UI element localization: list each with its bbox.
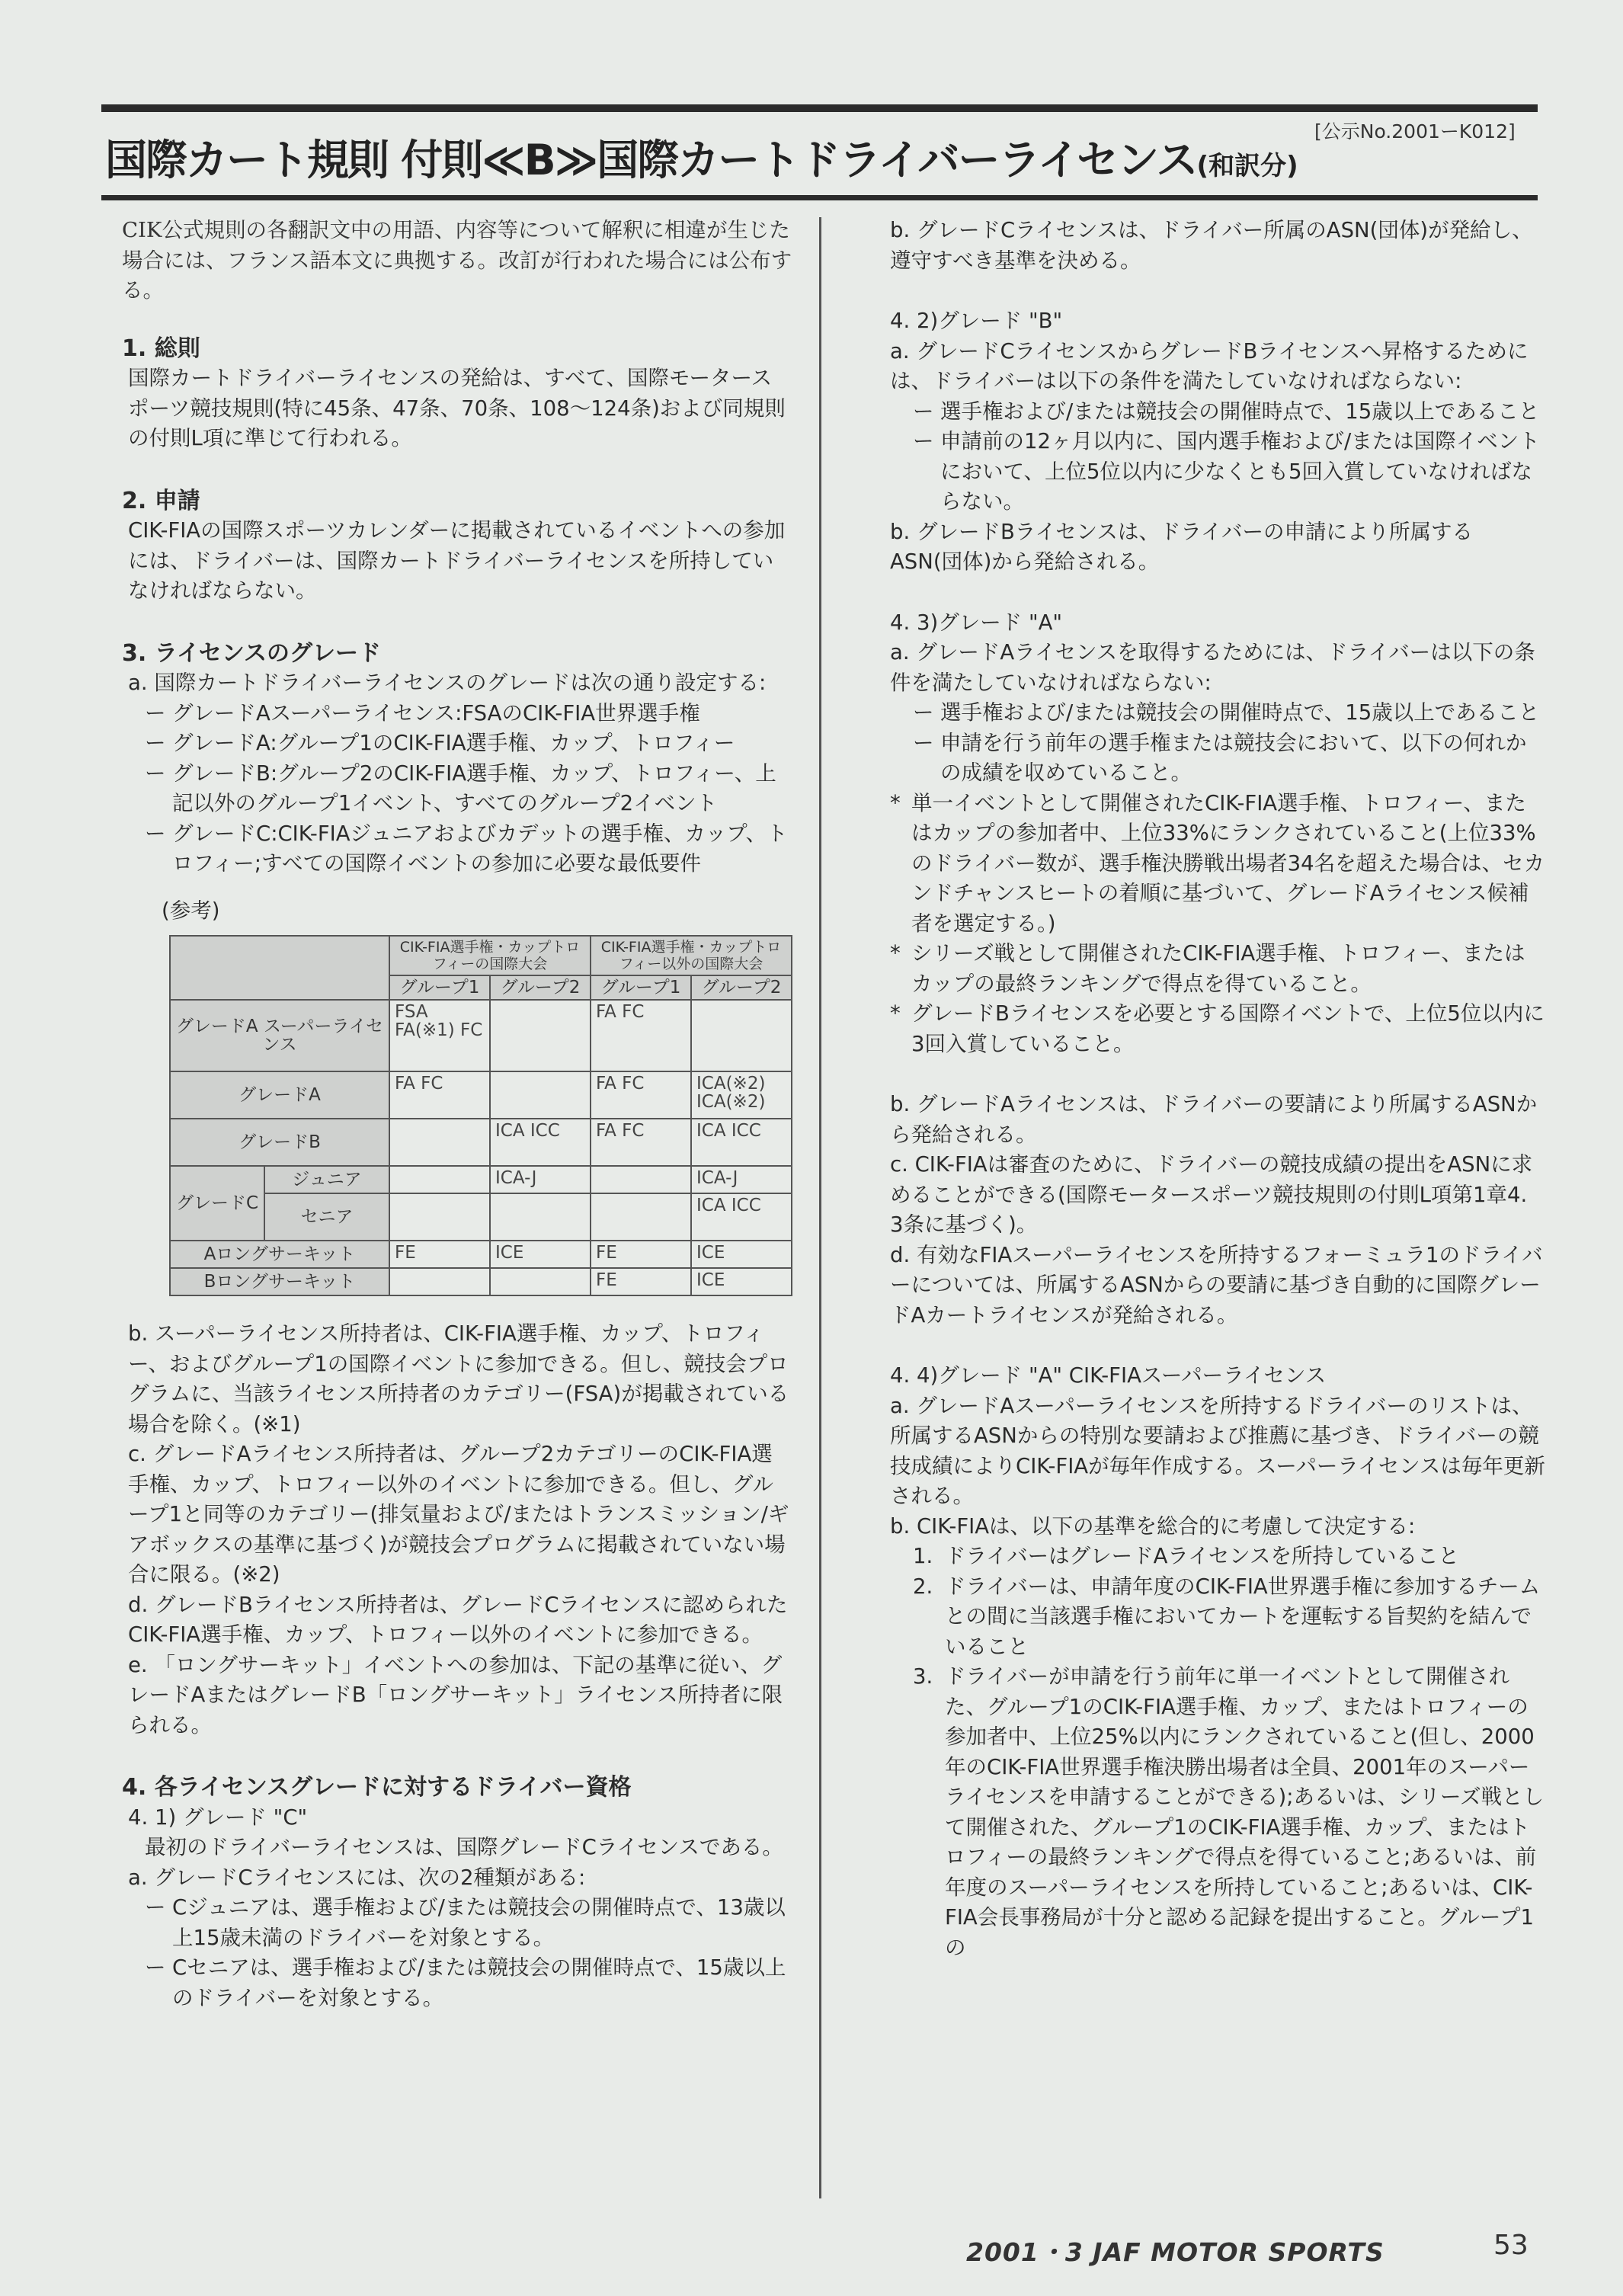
grade-a-criterion: * グレードBライセンスを必要とする国際イベントで、上位5位以内に3回入賞していること。 [890, 999, 1545, 1059]
table-cell [490, 1193, 591, 1241]
row-sublabel: ジュニア [264, 1166, 389, 1193]
table-cell: ICA ICC [691, 1193, 792, 1241]
dash-mark: ー [913, 730, 934, 755]
table-header-group1: グループ1 [389, 975, 490, 1000]
row-label: Aロングサーキット [170, 1241, 389, 1268]
section-1-body: 国際カートドライバーライセンスの発給は、すべて、国際モータースポーツ競技規則(特に45条、47条、70条、108〜124条)および同規則の付則L項に準じて行われる。 [128, 366, 786, 450]
section-2-body: CIK-FIAの国際スポーツカレンダーに掲載されているイベントへの参加には、ドライバーは、国際カートドライバーライセンスを所持していなければならない。 [128, 518, 786, 603]
row-label: Bロングサーキット [170, 1268, 389, 1295]
table-cell [591, 1193, 691, 1241]
section-2-title: 2. 申請 [122, 487, 200, 514]
section-3e: e. 「ロングサーキット」イベントへの参加は、下記の基準に従い、グレードAまたはグレードB「ロングサーキット」ライセンス所持者に限られる。 [128, 1652, 783, 1737]
section-4-3a: a. グレードAライセンスを取得するためには、ドライバーは以下の条件を満たしていなければならない: [890, 640, 1535, 695]
dash-mark: ー [145, 700, 166, 725]
section-4-3d: d. 有効なFIAスーパーライセンスを所持するフォーミュラ1のドライバーについては、所属するASNからの要請に基づき自動的に国際グレードAカートライセンスが発給される。 [890, 1242, 1543, 1327]
section-4-1b: b. グレードCライセンスは、ドライバー所属のASN(団体)が発給し、遵守すべき基準を決める。 [890, 218, 1533, 273]
dash-mark: ー [913, 700, 934, 725]
title-main: 国際カート規則 付則≪B≫国際カートドライバーライセンス [105, 136, 1197, 184]
table-cell: ICA ICC [490, 1119, 591, 1166]
section-4-2b: b. グレードBライセンスは、ドライバーの申請により所属するASN(団体)から発給される。 [890, 519, 1473, 574]
grade-list-item: ー グレードA:グループ1のCIK-FIA選手権、カップ、トロフィー [122, 729, 792, 759]
section-1-title: 1. 総則 [122, 335, 200, 362]
dash-mark: ー [913, 399, 934, 424]
table-cell: FA FC [591, 1119, 691, 1166]
table-cell: FE [591, 1268, 691, 1295]
dash-mark: ー [145, 731, 166, 755]
grade-list-item: ー グレードC:CIK-FIAジュニアおよびカデットの選手権、カップ、トロフィー;すべての国際イベントの参加に必要な最低要件 [122, 819, 792, 879]
star-mark: * [890, 1001, 901, 1026]
column-divider [819, 217, 821, 2198]
section-4-3c: c. CIK-FIAは審査のために、ドライバーの競技成績の提出をASNに求めることができる(国際モータースポーツ競技規則の付則L項第1章4. 3条に基づく)。 [890, 1152, 1533, 1237]
table-cell: ICA(※2) ICA(※2) [691, 1071, 792, 1119]
dash-mark: ー [145, 1955, 166, 1980]
grade-a-criterion: * シリーズ戦として開催されたCIK-FIA選手権、トロフィー、またはカップの最終ランキングで得点を得ていること。 [890, 939, 1545, 999]
row-label: グレードA [170, 1071, 389, 1119]
section-4-1-title: 4. 1) グレード "C" [128, 1804, 308, 1830]
header-rule-top [101, 104, 1538, 112]
table-corner [170, 936, 389, 1000]
grade-a-item: ー 選手権および/または競技会の開催時点で、15歳以上であること [890, 698, 1545, 729]
table-cell [389, 1268, 490, 1295]
left-column [122, 216, 792, 2013]
table-cell: ICE [691, 1241, 792, 1268]
section-4-4a: a. グレードAスーパーライセンスを所持するドライバーのリストは、所属するASNからの特別な要請および推薦に基づき、ドライバーの競技成績によりCIK-FIAが毎年作成する。スーパーライセンスは毎年更新される。 [890, 1393, 1545, 1508]
table-cell [591, 1166, 691, 1193]
dash-mark: ー [913, 429, 934, 453]
notice-number: [公示No.2001ーK012] [1314, 120, 1516, 142]
grade-b-item: ー 申請前の12ヶ月以内に、国内選手権および/または国際イベントにおいて、上位5位以内に少なくとも5回入賞していなければならない。 [890, 427, 1545, 517]
table-cell: FE [591, 1241, 691, 1268]
table-cell [691, 1000, 792, 1071]
section-3c: c. グレードAライセンス所持者は、グループ2カテゴリーのCIK-FIA選手権、カップ、トロフィー以外のイベントに参加できる。但し、グループ1と同等のカテゴリー(排気量および/またはトランスミッション/ギアボックスの基準に基づく)が競技会プログラムに掲載されていない場合に限る。(※2) [128, 1442, 789, 1587]
grade-list-item: ー グレードB:グループ2のCIK-FIA選手権、カップ、トロフィー、上記以外のグループ1イベント、すべてのグループ2イベント [122, 759, 792, 819]
grade-c-item: ー Cセニアは、選手権および/または競技会の開催時点で、15歳以上のドライバーを対象とする。 [122, 1953, 792, 2013]
reference-label: (参考) [162, 898, 220, 923]
grade-c-item: ー Cジュニアは、選手権および/または競技会の開催時点で、13歳以上15歳未満のドライバーを対象とする。 [122, 1893, 792, 1953]
section-4-3-title: 4. 3)グレード "A" [890, 610, 1063, 635]
table-cell [490, 1268, 591, 1295]
table-cell: ICE [490, 1241, 591, 1268]
row-sublabel: セニア [264, 1193, 389, 1241]
table-cell: FA FC [591, 1000, 691, 1071]
table-cell: FA FC [389, 1071, 490, 1119]
license-table [169, 935, 792, 1296]
row-label: グレードA スーパーライセンス [170, 1000, 389, 1071]
dash-mark: ー [145, 761, 166, 786]
section-4-title: 4. 各ライセンスグレードに対するドライバー資格 [122, 1774, 632, 1801]
dash-mark: ー [145, 821, 166, 846]
table-cell [490, 1000, 591, 1071]
section-3a: a. 国際カートドライバーライセンスのグレードは次の通り設定する: [128, 671, 767, 695]
table-cell: ICE [691, 1268, 792, 1295]
page-number: 53 [1493, 2230, 1529, 2261]
table-cell: ICA-J [490, 1166, 591, 1193]
table-cell [389, 1193, 490, 1241]
section-3d: d. グレードBライセンス所持者は、グレードCライセンスに認められたCIK-FIA選手権、カップ、トロフィー以外のイベントに参加できる。 [128, 1592, 788, 1647]
section-4-2a: a. グレードCライセンスからグレードBライセンスへ昇格するためには、ドライバーは以下の条件を満たしていなければならない: [890, 338, 1529, 393]
section-4-3b: b. グレードAライセンスは、ドライバーの要請により所属するASNから発給される。 [890, 1092, 1538, 1147]
superlicense-criterion: 3. ドライバーが申請を行う前年に単一イベントとして開催された、グループ1のCIK-FIA選手権、カップ、またはトロフィーの参加者中、上位25%以内にランクされていること(但し、2000年のCIK-FIA世界選手権決勝出場者は全員、2001年のスーパーライセンスを申請することができる);あるいは、シリーズ戦として開催された、グループ1のCIK-FIA選手権、カップ、またはトロフィーの最終ランキングで得点を得ていること;あるいは、前年度のスーパーライセンスを所持していること;あるいは、CIK-FIA会長事務局が十分と認める記録を提出すること。グループ1の [913, 1664, 1545, 1960]
row-label: グレードC [170, 1166, 264, 1241]
grade-a-item: ー 申請を行う前年の選手権または競技会において、以下の何れかの成績を収めていること。 [890, 729, 1545, 789]
star-mark: * [890, 941, 901, 965]
grade-a-criterion: * 単一イベントとして開催されたCIK-FIA選手権、トロフィー、またはカップの参加者中、上位33%にランクされていること(上位33%のドライバー数が、選手権決勝戦出場者34名を超えた場合は、セカンドチャンスヒートの着順に基づいて、グレードAライセンス候補者を選定する。) [890, 789, 1545, 940]
intro-paragraph: CIK公式規則の各翻訳文中の用語、内容等について解釈に相違が生じた場合には、フランス語本文に典拠する。改訂が行われた場合には公布する。 [122, 218, 792, 303]
table-cell: FA FC [591, 1071, 691, 1119]
grade-list-item: ー グレードAスーパーライセンス:FSAのCIK-FIA世界選手権 [122, 699, 792, 729]
table-cell: FSA FA(※1) FC [389, 1000, 490, 1071]
superlicense-criterion: 1. ドライバーはグレードAライセンスを所持していること [913, 1544, 1459, 1568]
table-cell: ICA ICC [691, 1119, 792, 1166]
section-4-2-title: 4. 2)グレード "B" [890, 309, 1063, 333]
page-title [105, 126, 1324, 187]
magazine-footer: 2001・3 JAF MOTOR SPORTS [966, 2237, 1385, 2267]
title-suffix: (和訳分) [1196, 151, 1298, 181]
table-cell: ICA-J [691, 1166, 792, 1193]
table-header-intl: CIK-FIA選手権・カップトロフィーの国際大会 [389, 936, 591, 975]
section-4-1a: a. グレードCライセンスには、次の2種類がある: [128, 1865, 586, 1890]
right-column [890, 216, 1545, 1963]
star-mark: * [890, 790, 901, 815]
table-header-group2: グループ2 [691, 975, 792, 1000]
grade-b-item: ー 選手権および/または競技会の開催時点で、15歳以上であること [890, 397, 1545, 427]
row-label: グレードB [170, 1119, 389, 1166]
header-rule-bottom [101, 195, 1538, 200]
section-4-1-body: 最初のドライバーライセンスは、国際グレードCライセンスである。 [145, 1835, 783, 1859]
section-3-title: 3. ライセンスのグレード [122, 639, 382, 667]
section-3b: b. スーパーライセンス所持者は、CIK-FIA選手権、カップ、トロフィー、およびグループ1の国際イベントに参加できる。但し、競技会プログラムに、当該ライセンス所持者のカテゴリー(FSA)が掲載されている場合を除く。(※1) [128, 1321, 789, 1436]
dash-mark: ー [145, 1895, 166, 1920]
table-header-group2: グループ2 [490, 975, 591, 1000]
section-4-4b: b. CIK-FIAは、以下の基準を総合的に考慮して決定する: [890, 1513, 1416, 1539]
superlicense-criterion: 2. ドライバーは、申請年度のCIK-FIA世界選手権に参加するチームとの間に当該選手権においてカートを運転する旨契約を結んでいること [913, 1574, 1541, 1659]
table-cell [490, 1071, 591, 1119]
table-cell [389, 1166, 490, 1193]
table-cell [389, 1119, 490, 1166]
table-header-other: CIK-FIA選手権・カップトロフィー以外の国際大会 [591, 936, 792, 975]
table-cell: FE [389, 1241, 490, 1268]
table-header-group1: グループ1 [591, 975, 691, 1000]
section-4-4-title: 4. 4)グレード "A" CIK-FIAスーパーライセンス [890, 1363, 1327, 1388]
